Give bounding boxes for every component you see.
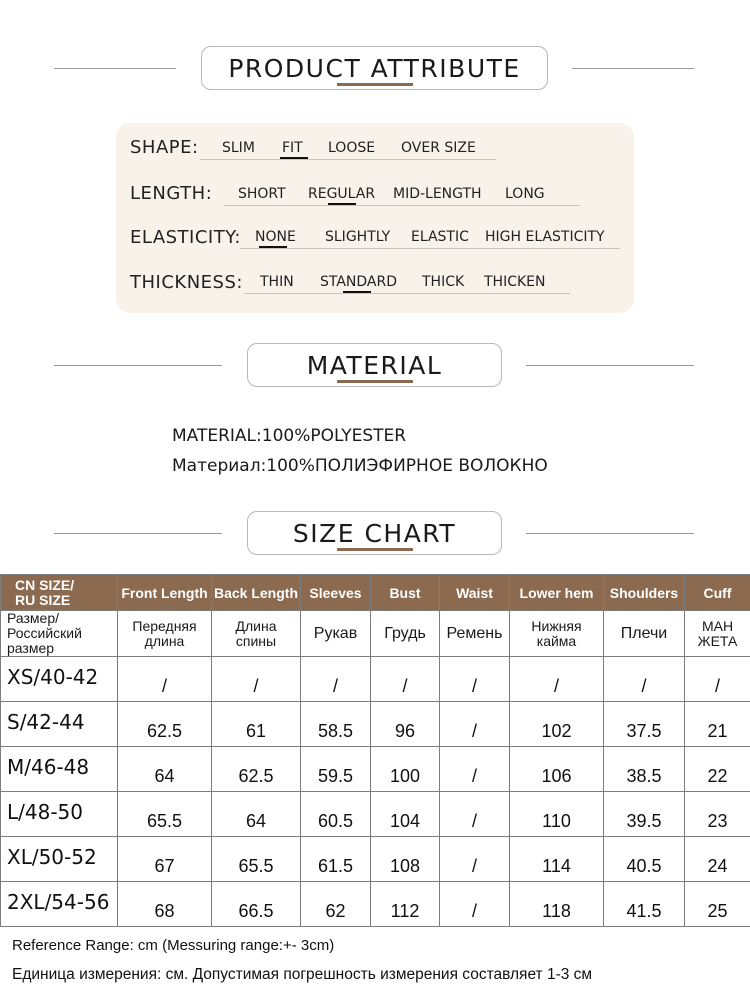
attribute-option-selected: FIT bbox=[282, 140, 303, 156]
value-cell bbox=[118, 747, 212, 792]
value-cell bbox=[371, 882, 440, 927]
ru-size-line2: Российский bbox=[7, 625, 82, 641]
value-text: 110 bbox=[542, 810, 571, 831]
attribute-label: SHAPE: bbox=[130, 137, 199, 158]
divider-left bbox=[54, 533, 222, 534]
title-underline bbox=[337, 548, 413, 551]
attribute-label: THICKNESS: bbox=[130, 272, 243, 293]
value-cell bbox=[301, 882, 371, 927]
value-cell bbox=[212, 837, 301, 882]
value-cell bbox=[118, 837, 212, 882]
size-table bbox=[0, 574, 750, 927]
value-text: 41.5 bbox=[626, 900, 662, 921]
value-text: 40.5 bbox=[626, 855, 662, 876]
attribute-option: THICK bbox=[422, 274, 465, 290]
title-underline bbox=[337, 83, 413, 86]
value-cell bbox=[371, 657, 440, 702]
ru-header-line: спины bbox=[235, 632, 277, 649]
value-text: 65.5 bbox=[238, 855, 274, 876]
value-cell bbox=[212, 792, 301, 837]
reference-note-en: Reference Range: cm (Messuring range:+- 3cm) bbox=[12, 937, 335, 954]
attribute-option: MID-LENGTH bbox=[393, 186, 482, 202]
value-text: / bbox=[332, 675, 338, 696]
attribute-option: SLIGHTLY bbox=[325, 229, 391, 245]
value-text: 118 bbox=[542, 900, 571, 921]
value-cell bbox=[301, 657, 371, 702]
material-ru-value: 100%ПОЛИЭФИРНОЕ ВОЛОКНО bbox=[266, 456, 548, 476]
attribute-option: LONG bbox=[505, 186, 545, 202]
row-rule bbox=[224, 205, 580, 206]
table-row bbox=[1, 837, 750, 882]
value-cell bbox=[604, 657, 685, 702]
value-cell bbox=[604, 882, 685, 927]
divider-left bbox=[54, 365, 222, 366]
value-text: / bbox=[553, 675, 559, 696]
ru-header-line: длина bbox=[144, 632, 185, 649]
value-text: 66.5 bbox=[238, 900, 274, 921]
value-cell bbox=[685, 837, 750, 882]
value-text: / bbox=[161, 675, 167, 696]
value-text: 64 bbox=[154, 765, 175, 786]
size-chart-header bbox=[0, 511, 750, 557]
material-en bbox=[172, 426, 406, 446]
attribute-label: LENGTH: bbox=[130, 183, 213, 204]
value-cell bbox=[301, 837, 371, 882]
value-cell bbox=[604, 747, 685, 792]
header-cell: Front Length bbox=[118, 575, 212, 611]
ru-size-line1: Размер/ bbox=[7, 610, 60, 626]
header-size-line2: RU SIZE bbox=[15, 591, 71, 608]
ru-size-line3: размер bbox=[7, 640, 55, 656]
ru-header-line: кайма bbox=[536, 632, 577, 649]
attribute-row-elasticity bbox=[116, 227, 634, 257]
value-text: 22 bbox=[707, 765, 728, 786]
value-text: 37.5 bbox=[626, 720, 662, 741]
value-text: 39.5 bbox=[626, 810, 662, 831]
ru-header-line: Грудь bbox=[384, 625, 426, 642]
value-cell bbox=[685, 657, 750, 702]
value-cell bbox=[510, 882, 604, 927]
value-text: 60.5 bbox=[317, 810, 354, 831]
ru-header-line: Ремень bbox=[446, 625, 503, 642]
table-row bbox=[1, 882, 750, 927]
section-title: MATERIAL bbox=[306, 350, 443, 380]
value-text: / bbox=[641, 675, 647, 696]
value-cell bbox=[212, 657, 301, 702]
section-title-pill bbox=[247, 343, 502, 387]
attribute-option: ELASTIC bbox=[411, 229, 469, 245]
value-text: 25 bbox=[707, 900, 728, 921]
value-cell bbox=[604, 837, 685, 882]
value-cell bbox=[118, 882, 212, 927]
value-text: / bbox=[471, 900, 477, 921]
value-cell bbox=[440, 747, 510, 792]
value-text: 62.5 bbox=[238, 765, 274, 786]
value-cell bbox=[685, 747, 750, 792]
value-cell bbox=[685, 702, 750, 747]
value-cell bbox=[212, 882, 301, 927]
row-rule bbox=[244, 293, 570, 294]
value-cell bbox=[685, 882, 750, 927]
value-cell bbox=[212, 747, 301, 792]
value-text: 62.5 bbox=[146, 720, 183, 741]
attribute-option-selected: REGULAR bbox=[308, 186, 376, 202]
value-text: 23 bbox=[707, 810, 728, 831]
ru-header-cell bbox=[212, 611, 301, 657]
header-row bbox=[1, 575, 750, 611]
value-cell bbox=[685, 792, 750, 837]
value-cell bbox=[510, 702, 604, 747]
value-cell bbox=[510, 792, 604, 837]
value-cell bbox=[440, 702, 510, 747]
ru-header-line: Длина bbox=[235, 617, 277, 634]
value-cell bbox=[440, 882, 510, 927]
attribute-panel bbox=[116, 123, 634, 313]
ru-header-line: Рукав bbox=[313, 625, 358, 642]
value-cell bbox=[371, 747, 440, 792]
size-label-cell: L/48-50 bbox=[1, 792, 118, 837]
attribute-option: OVER SIZE bbox=[401, 140, 476, 156]
section-title: PRODUCT ATTRIBUTE bbox=[228, 53, 521, 83]
attribute-row-thickness bbox=[116, 272, 634, 302]
attribute-option: SHORT bbox=[238, 186, 286, 202]
value-text: 112 bbox=[390, 900, 420, 921]
value-text: 67 bbox=[154, 855, 175, 876]
value-text: 21 bbox=[707, 720, 728, 741]
divider-left bbox=[54, 68, 176, 69]
value-cell bbox=[371, 837, 440, 882]
value-text: 104 bbox=[389, 810, 421, 831]
value-cell bbox=[371, 792, 440, 837]
ru-header-line: Нижняя bbox=[531, 617, 582, 634]
header-cell: Cuff bbox=[685, 575, 750, 611]
value-cell bbox=[604, 792, 685, 837]
ru-header-row bbox=[1, 611, 750, 657]
value-cell bbox=[440, 657, 510, 702]
attribute-label: ELASTICITY: bbox=[130, 227, 241, 248]
ru-header-line: МАН bbox=[701, 617, 734, 634]
title-underline bbox=[337, 380, 413, 383]
value-cell bbox=[371, 702, 440, 747]
attribute-option: THIN bbox=[260, 274, 294, 290]
material-ru-label: Материал: bbox=[172, 456, 267, 476]
material-en-label: MATERIAL: bbox=[172, 426, 262, 446]
value-text: 62 bbox=[325, 900, 346, 921]
value-cell bbox=[118, 657, 212, 702]
value-text: 108 bbox=[389, 855, 421, 876]
value-text: / bbox=[471, 720, 477, 741]
material-header bbox=[0, 343, 750, 389]
value-cell bbox=[604, 702, 685, 747]
material-en-value: 100%POLYESTER bbox=[261, 426, 407, 446]
reference-note-ru: Единица измерения: см. Допустимая погрешность измерения составляет 1-3 см bbox=[12, 966, 593, 983]
value-text: 61.5 bbox=[317, 855, 354, 876]
material-ru bbox=[172, 456, 548, 476]
size-label-cell: S/42-44 bbox=[1, 702, 118, 747]
product-attribute-header bbox=[0, 46, 750, 92]
value-cell bbox=[118, 792, 212, 837]
attribute-row-shape bbox=[116, 137, 634, 167]
header-cell: Bust bbox=[371, 575, 440, 611]
value-text: / bbox=[402, 675, 408, 696]
size-label-cell: XS/40-42 bbox=[1, 657, 118, 702]
ru-header-line: Передняя bbox=[132, 617, 197, 634]
value-text: 64 bbox=[245, 810, 267, 831]
table-row bbox=[1, 657, 750, 702]
value-text: / bbox=[253, 675, 259, 696]
header-size-line1: CN SIZE/ bbox=[15, 576, 75, 593]
ru-header-cell bbox=[371, 611, 440, 657]
value-cell bbox=[118, 702, 212, 747]
table-row bbox=[1, 702, 750, 747]
value-cell bbox=[510, 837, 604, 882]
value-text: 38.5 bbox=[626, 765, 662, 786]
ru-header-cell bbox=[118, 611, 212, 657]
value-text: / bbox=[714, 675, 720, 696]
ru-header-cell bbox=[440, 611, 510, 657]
divider-right bbox=[572, 68, 694, 69]
table-row bbox=[1, 792, 750, 837]
attribute-row-length bbox=[116, 183, 634, 213]
attribute-option: HIGH ELASTICITY bbox=[485, 229, 605, 245]
attribute-option: SLIM bbox=[222, 140, 255, 156]
table-row bbox=[1, 747, 750, 792]
size-rows bbox=[1, 657, 750, 927]
section-title: SIZE CHART bbox=[292, 518, 457, 548]
value-cell bbox=[212, 702, 301, 747]
value-text: 114 bbox=[542, 855, 571, 876]
section-title-pill bbox=[247, 511, 502, 555]
header-cell: Lower hem bbox=[510, 575, 604, 611]
row-rule bbox=[240, 248, 620, 249]
value-cell bbox=[510, 657, 604, 702]
ru-header-cell-size bbox=[1, 611, 118, 657]
attribute-option: LOOSE bbox=[328, 140, 376, 156]
size-label-cell: XL/50-52 bbox=[1, 837, 118, 882]
value-text: 102 bbox=[541, 720, 572, 741]
attribute-option-selected: STANDARD bbox=[320, 274, 398, 290]
ru-header-cell bbox=[685, 611, 750, 657]
ru-header-line: ЖЕТА bbox=[697, 632, 738, 649]
divider-right bbox=[526, 533, 694, 534]
value-text: / bbox=[471, 855, 477, 876]
header-cell: Back Length bbox=[212, 575, 301, 611]
header-cell-size bbox=[1, 575, 118, 611]
ru-header-cell bbox=[510, 611, 604, 657]
value-text: 59.5 bbox=[317, 765, 354, 786]
ru-header-line: Плечи bbox=[620, 625, 668, 642]
value-text: / bbox=[471, 810, 477, 831]
size-label-cell: M/46-48 bbox=[1, 747, 118, 792]
size-label-cell: 2XL/54-56 bbox=[1, 882, 118, 927]
value-text: 96 bbox=[394, 720, 416, 741]
value-text: 65.5 bbox=[146, 810, 183, 831]
value-text: / bbox=[471, 765, 477, 786]
value-cell bbox=[440, 792, 510, 837]
value-text: 68 bbox=[154, 900, 175, 921]
value-cell bbox=[301, 747, 371, 792]
attribute-option-selected: NONE bbox=[255, 229, 296, 245]
value-text: 61 bbox=[245, 720, 267, 741]
ru-header-cell bbox=[301, 611, 371, 657]
ru-header-cell bbox=[604, 611, 685, 657]
divider-right bbox=[526, 365, 694, 366]
value-cell bbox=[301, 792, 371, 837]
value-cell bbox=[301, 702, 371, 747]
section-title-pill bbox=[201, 46, 548, 90]
value-text: 58.5 bbox=[317, 720, 354, 741]
attribute-option: THICKEN bbox=[484, 274, 546, 290]
value-cell bbox=[510, 747, 604, 792]
value-cell bbox=[440, 837, 510, 882]
value-text: 100 bbox=[389, 765, 421, 786]
header-cell: Waist bbox=[440, 575, 510, 611]
value-text: 106 bbox=[541, 765, 572, 786]
value-text: / bbox=[471, 675, 477, 696]
header-cell: Sleeves bbox=[301, 575, 371, 611]
header-cell: Shoulders bbox=[604, 575, 685, 611]
row-rule bbox=[200, 159, 496, 160]
value-text: 24 bbox=[707, 855, 728, 876]
